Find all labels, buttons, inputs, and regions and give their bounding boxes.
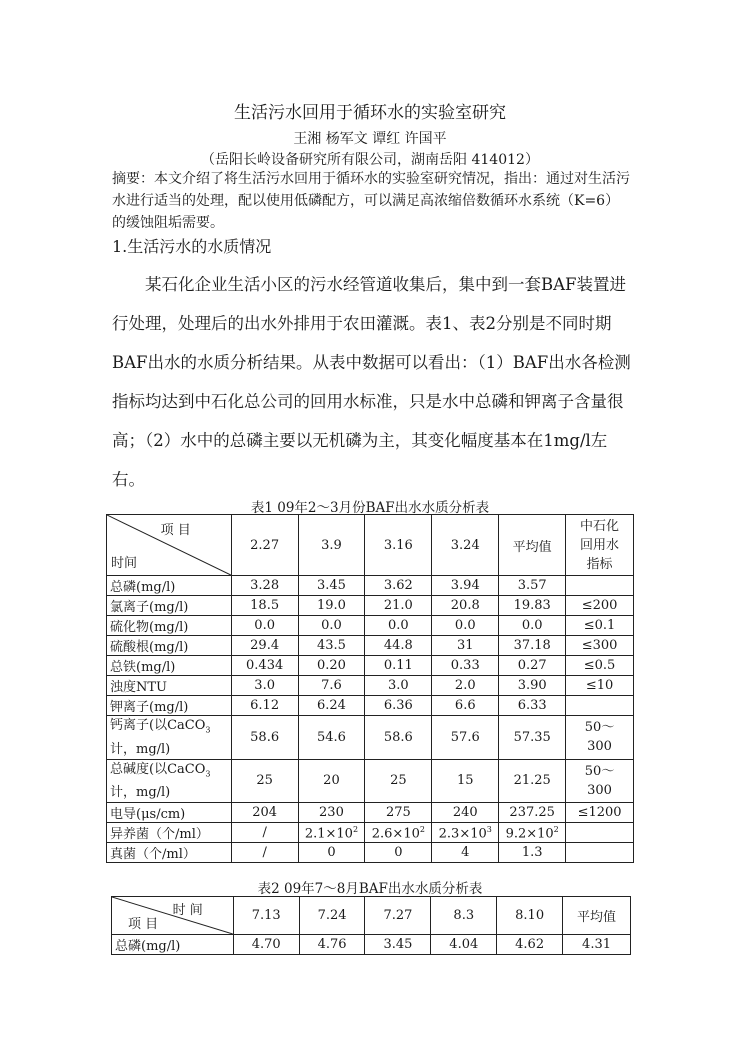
row-label: 硫化物(mg/l) bbox=[107, 616, 232, 636]
cell: 230 bbox=[298, 803, 365, 823]
table1-corner-top: 项 目 bbox=[160, 523, 191, 538]
table2-col-header: 7.27 bbox=[365, 897, 431, 935]
cell bbox=[566, 576, 634, 596]
cell: 29.4 bbox=[231, 636, 298, 656]
cell: 19.83 bbox=[499, 596, 566, 616]
row-label: 真菌（个/ml） bbox=[107, 843, 232, 863]
row-label: 钙离子(以CaCO$_3$ 计，mg/l) bbox=[107, 716, 232, 760]
cell: $9.2\times 10^2$ bbox=[499, 823, 566, 843]
affiliation: （岳阳长岭设备研究所有限公司，湖南岳阳 414012） bbox=[201, 152, 539, 168]
row-label: 总磷(mg/l) bbox=[112, 935, 234, 955]
cell: 1.3 bbox=[499, 843, 566, 863]
cell: 18.5 bbox=[231, 596, 298, 616]
table2-corner-bottom: 项 目 bbox=[128, 917, 159, 932]
table2-col-header: 8.10 bbox=[497, 897, 563, 935]
cell: 0.33 bbox=[432, 656, 499, 676]
cell: 25 bbox=[365, 759, 432, 803]
cell: ≤300 bbox=[566, 636, 634, 656]
table1-col-header: 3.9 bbox=[298, 515, 365, 576]
table2-col-header: 8.3 bbox=[431, 897, 497, 935]
cell: 237.25 bbox=[499, 803, 566, 823]
cell: 0.0 bbox=[499, 616, 566, 636]
row-label: 电导(μs/cm) bbox=[107, 803, 232, 823]
table-row bbox=[107, 616, 634, 636]
table-row bbox=[107, 676, 634, 696]
cell: 3.28 bbox=[231, 576, 298, 596]
cell: 31 bbox=[432, 636, 499, 656]
cell: 6.36 bbox=[365, 696, 432, 716]
cell: 240 bbox=[432, 803, 499, 823]
cell: 4.76 bbox=[299, 935, 365, 955]
cell: 0.0 bbox=[432, 616, 499, 636]
cell: 3.45 bbox=[298, 576, 365, 596]
row-label: 浊度NTU bbox=[107, 676, 232, 696]
table2-corner-cell bbox=[112, 897, 234, 935]
cell: / bbox=[231, 843, 298, 863]
paper-title: 生活污水回用于循环水的实验室研究 bbox=[234, 103, 506, 123]
table-row bbox=[112, 935, 631, 955]
cell: 15 bbox=[432, 759, 499, 803]
table2-col-header: 7.24 bbox=[299, 897, 365, 935]
cell: 20 bbox=[298, 759, 365, 803]
cell: ≤0.5 bbox=[566, 656, 634, 676]
row-label: 硫酸根(mg/l) bbox=[107, 636, 232, 656]
cell: $2.3\times 10^3$ bbox=[432, 823, 499, 843]
cell: 4.70 bbox=[233, 935, 299, 955]
abstract: 摘要：本文介绍了将生活污水回用于循环水的实验室研究情况，指出：通过对生活污水进行适当的处理，配以使用低磷配方，可以满足高浓缩倍数循环水系统（K=6）的缓蚀阻垢需要。 bbox=[112, 171, 630, 231]
cell: 0.20 bbox=[298, 656, 365, 676]
table2-caption: 表2 09年7～8月BAF出水水质分析表 bbox=[257, 881, 483, 897]
table-row bbox=[107, 696, 634, 716]
row-label: 总磷(mg/l) bbox=[107, 576, 232, 596]
cell: 6.12 bbox=[231, 696, 298, 716]
cell: 0.0 bbox=[298, 616, 365, 636]
row-label: 异养菌（个/ml） bbox=[107, 823, 232, 843]
cell: ≤200 bbox=[566, 596, 634, 616]
row-label: 钾离子(mg/l) bbox=[107, 696, 232, 716]
authors: 王湘 杨军文 谭红 许国平 bbox=[293, 131, 447, 147]
cell: 0.434 bbox=[231, 656, 298, 676]
cell: 44.8 bbox=[365, 636, 432, 656]
body-paragraph: 某石化企业生活小区的污水经管道收集后，集中到一套BAF装置进行处理，处理后的出水外排用于农田灌溉。表1、表2分别是不同时期BAF出水的水质分析结果。从表中数据可以看出：（1）BAF出水各检测指标均达到中石化总公司的回用水标准，只是水中总磷和钾离子含量很高；（2）水中的总磷主要以无机磷为主，其变化幅度基本在1mg/l左右。 bbox=[112, 275, 631, 489]
table-row bbox=[107, 656, 634, 676]
cell: 50～ 300 bbox=[566, 759, 634, 803]
cell: 3.45 bbox=[365, 935, 431, 955]
table1-col-header: 平均值 bbox=[499, 515, 566, 576]
cell: 54.6 bbox=[298, 716, 365, 760]
cell: 3.90 bbox=[499, 676, 566, 696]
table-row bbox=[107, 823, 634, 843]
cell: 58.6 bbox=[231, 716, 298, 760]
cell: 57.35 bbox=[499, 716, 566, 760]
cell: ≤10 bbox=[566, 676, 634, 696]
table-row bbox=[107, 576, 634, 596]
cell: 37.18 bbox=[499, 636, 566, 656]
table1 bbox=[106, 514, 634, 863]
cell: 3.0 bbox=[231, 676, 298, 696]
table1-caption: 表1 09年2～3月份BAF出水水质分析表 bbox=[250, 500, 490, 516]
row-label: 总碱度(以CaCO$_3$ 计，mg/l) bbox=[107, 759, 232, 803]
cell: 3.0 bbox=[365, 676, 432, 696]
cell: ≤0.1 bbox=[566, 616, 634, 636]
table1-col-header: 2.27 bbox=[231, 515, 298, 576]
cell: 57.6 bbox=[432, 716, 499, 760]
table-row bbox=[107, 803, 634, 823]
table1-header-row bbox=[107, 515, 634, 576]
section-heading: 1.生活污水的水质情况 bbox=[112, 237, 272, 256]
table1-col-header: 3.24 bbox=[432, 515, 499, 576]
cell: 3.62 bbox=[365, 576, 432, 596]
cell: 4.31 bbox=[563, 935, 631, 955]
cell: 2.0 bbox=[432, 676, 499, 696]
cell: 6.6 bbox=[432, 696, 499, 716]
table-row bbox=[107, 716, 634, 760]
cell: 21.25 bbox=[499, 759, 566, 803]
cell: 50～ 300 bbox=[566, 716, 634, 760]
cell: 0.0 bbox=[365, 616, 432, 636]
cell: 6.24 bbox=[298, 696, 365, 716]
cell: 7.6 bbox=[298, 676, 365, 696]
table1-standard-header: 中石化 回用水 指标 bbox=[566, 515, 634, 576]
cell: 275 bbox=[365, 803, 432, 823]
cell: 204 bbox=[231, 803, 298, 823]
table2-header-row bbox=[112, 897, 631, 935]
table1-corner-bottom: 时间 bbox=[111, 556, 138, 571]
cell: 0.0 bbox=[231, 616, 298, 636]
table-row bbox=[107, 596, 634, 616]
cell bbox=[566, 843, 634, 863]
cell: / bbox=[231, 823, 298, 843]
cell: 19.0 bbox=[298, 596, 365, 616]
cell: 0.11 bbox=[365, 656, 432, 676]
table2-corner-top: 时 间 bbox=[172, 903, 203, 918]
cell: $2.1\times 10^2$ bbox=[298, 823, 365, 843]
table1-corner-cell bbox=[107, 515, 232, 576]
cell: 0.27 bbox=[499, 656, 566, 676]
cell: 21.0 bbox=[365, 596, 432, 616]
table2-col-header: 平均值 bbox=[563, 897, 631, 935]
cell: 4 bbox=[432, 843, 499, 863]
cell: 0 bbox=[365, 843, 432, 863]
cell: 58.6 bbox=[365, 716, 432, 760]
cell: 4.04 bbox=[431, 935, 497, 955]
table-row bbox=[107, 759, 634, 803]
cell: 0 bbox=[298, 843, 365, 863]
cell: $2.6\times 10^2$ bbox=[365, 823, 432, 843]
table1-col-header: 3.16 bbox=[365, 515, 432, 576]
cell: 25 bbox=[231, 759, 298, 803]
cell: 6.33 bbox=[499, 696, 566, 716]
cell bbox=[566, 696, 634, 716]
cell bbox=[566, 823, 634, 843]
table-row bbox=[107, 843, 634, 863]
cell: 43.5 bbox=[298, 636, 365, 656]
row-label: 氯离子(mg/l) bbox=[107, 596, 232, 616]
cell: 3.57 bbox=[499, 576, 566, 596]
table-row bbox=[107, 636, 634, 656]
table2-col-header: 7.13 bbox=[233, 897, 299, 935]
cell: 4.62 bbox=[497, 935, 563, 955]
cell: ≤1200 bbox=[566, 803, 634, 823]
cell: 3.94 bbox=[432, 576, 499, 596]
table2 bbox=[111, 896, 631, 955]
cell: 20.8 bbox=[432, 596, 499, 616]
row-label: 总铁(mg/l) bbox=[107, 656, 232, 676]
